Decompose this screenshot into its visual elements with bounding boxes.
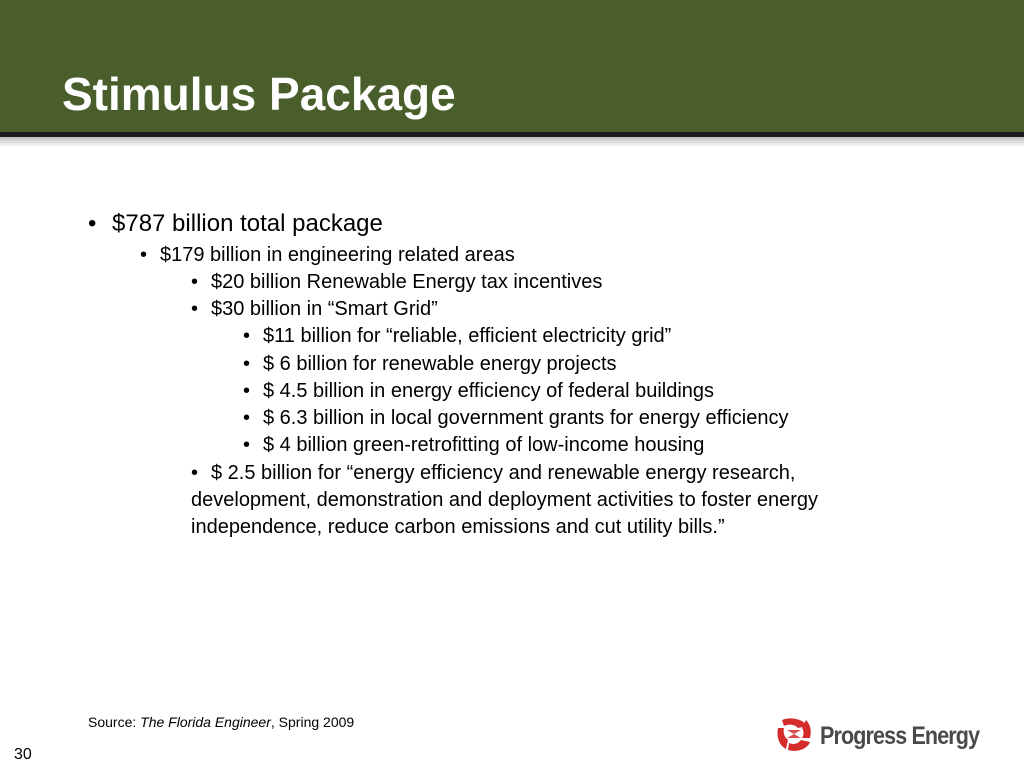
slide-title: Stimulus Package <box>62 68 456 120</box>
bullet-marker: • <box>243 325 251 347</box>
bullet-smart-grid-item: • $ 4.5 billion in energy efficiency of federal buildings <box>243 380 715 402</box>
page-number: 30 <box>14 746 32 763</box>
bullet-marker: • <box>191 298 199 320</box>
bullet-total-package: • $787 billion total package <box>88 210 383 237</box>
bullet-smart-grid-item: • $ 6 billion for renewable energy projects <box>243 353 617 375</box>
bullet-smart-grid-item: • $11 billion for “reliable, efficient electricity grid” <box>243 325 672 347</box>
bullet-renewable-tax: • $20 billion Renewable Energy tax incentives <box>191 271 603 293</box>
bullet-research: • $ 2.5 billion for “energy efficiency and renewable energy research, <box>191 462 796 484</box>
bullet-marker: • <box>140 244 148 266</box>
bullet-marker: • <box>191 271 199 293</box>
title-band-shadow <box>0 137 1024 147</box>
bullet-research-continuation: independence, reduce carbon emissions and cut utility bills.” <box>191 516 725 538</box>
bullet-smart-grid: • $30 billion in “Smart Grid” <box>191 298 438 320</box>
progress-energy-logo-mark-icon <box>774 714 814 754</box>
bullet-marker: • <box>243 407 251 429</box>
progress-energy-logo <box>774 714 986 758</box>
source-citation: Source: The Florida Engineer, Spring 2009 <box>88 714 355 730</box>
bullet-marker: • <box>88 210 97 237</box>
bullet-marker: • <box>243 434 251 456</box>
bullet-marker: • <box>243 353 251 375</box>
bullet-smart-grid-item: • $ 6.3 billion in local government grants for energy efficiency <box>243 407 789 429</box>
bullet-marker: • <box>243 380 251 402</box>
bullet-marker: • <box>191 462 199 484</box>
source-publication: The Florida Engineer <box>140 714 271 730</box>
bullet-smart-grid-item: • $ 4 billion green-retrofitting of low-income housing <box>243 434 705 456</box>
bullet-research-continuation: development, demonstration and deployment activities to foster energy <box>191 489 819 511</box>
bullet-engineering: • $179 billion in engineering related areas <box>140 244 515 266</box>
logo-wordmark: Progress Energy <box>820 722 980 750</box>
